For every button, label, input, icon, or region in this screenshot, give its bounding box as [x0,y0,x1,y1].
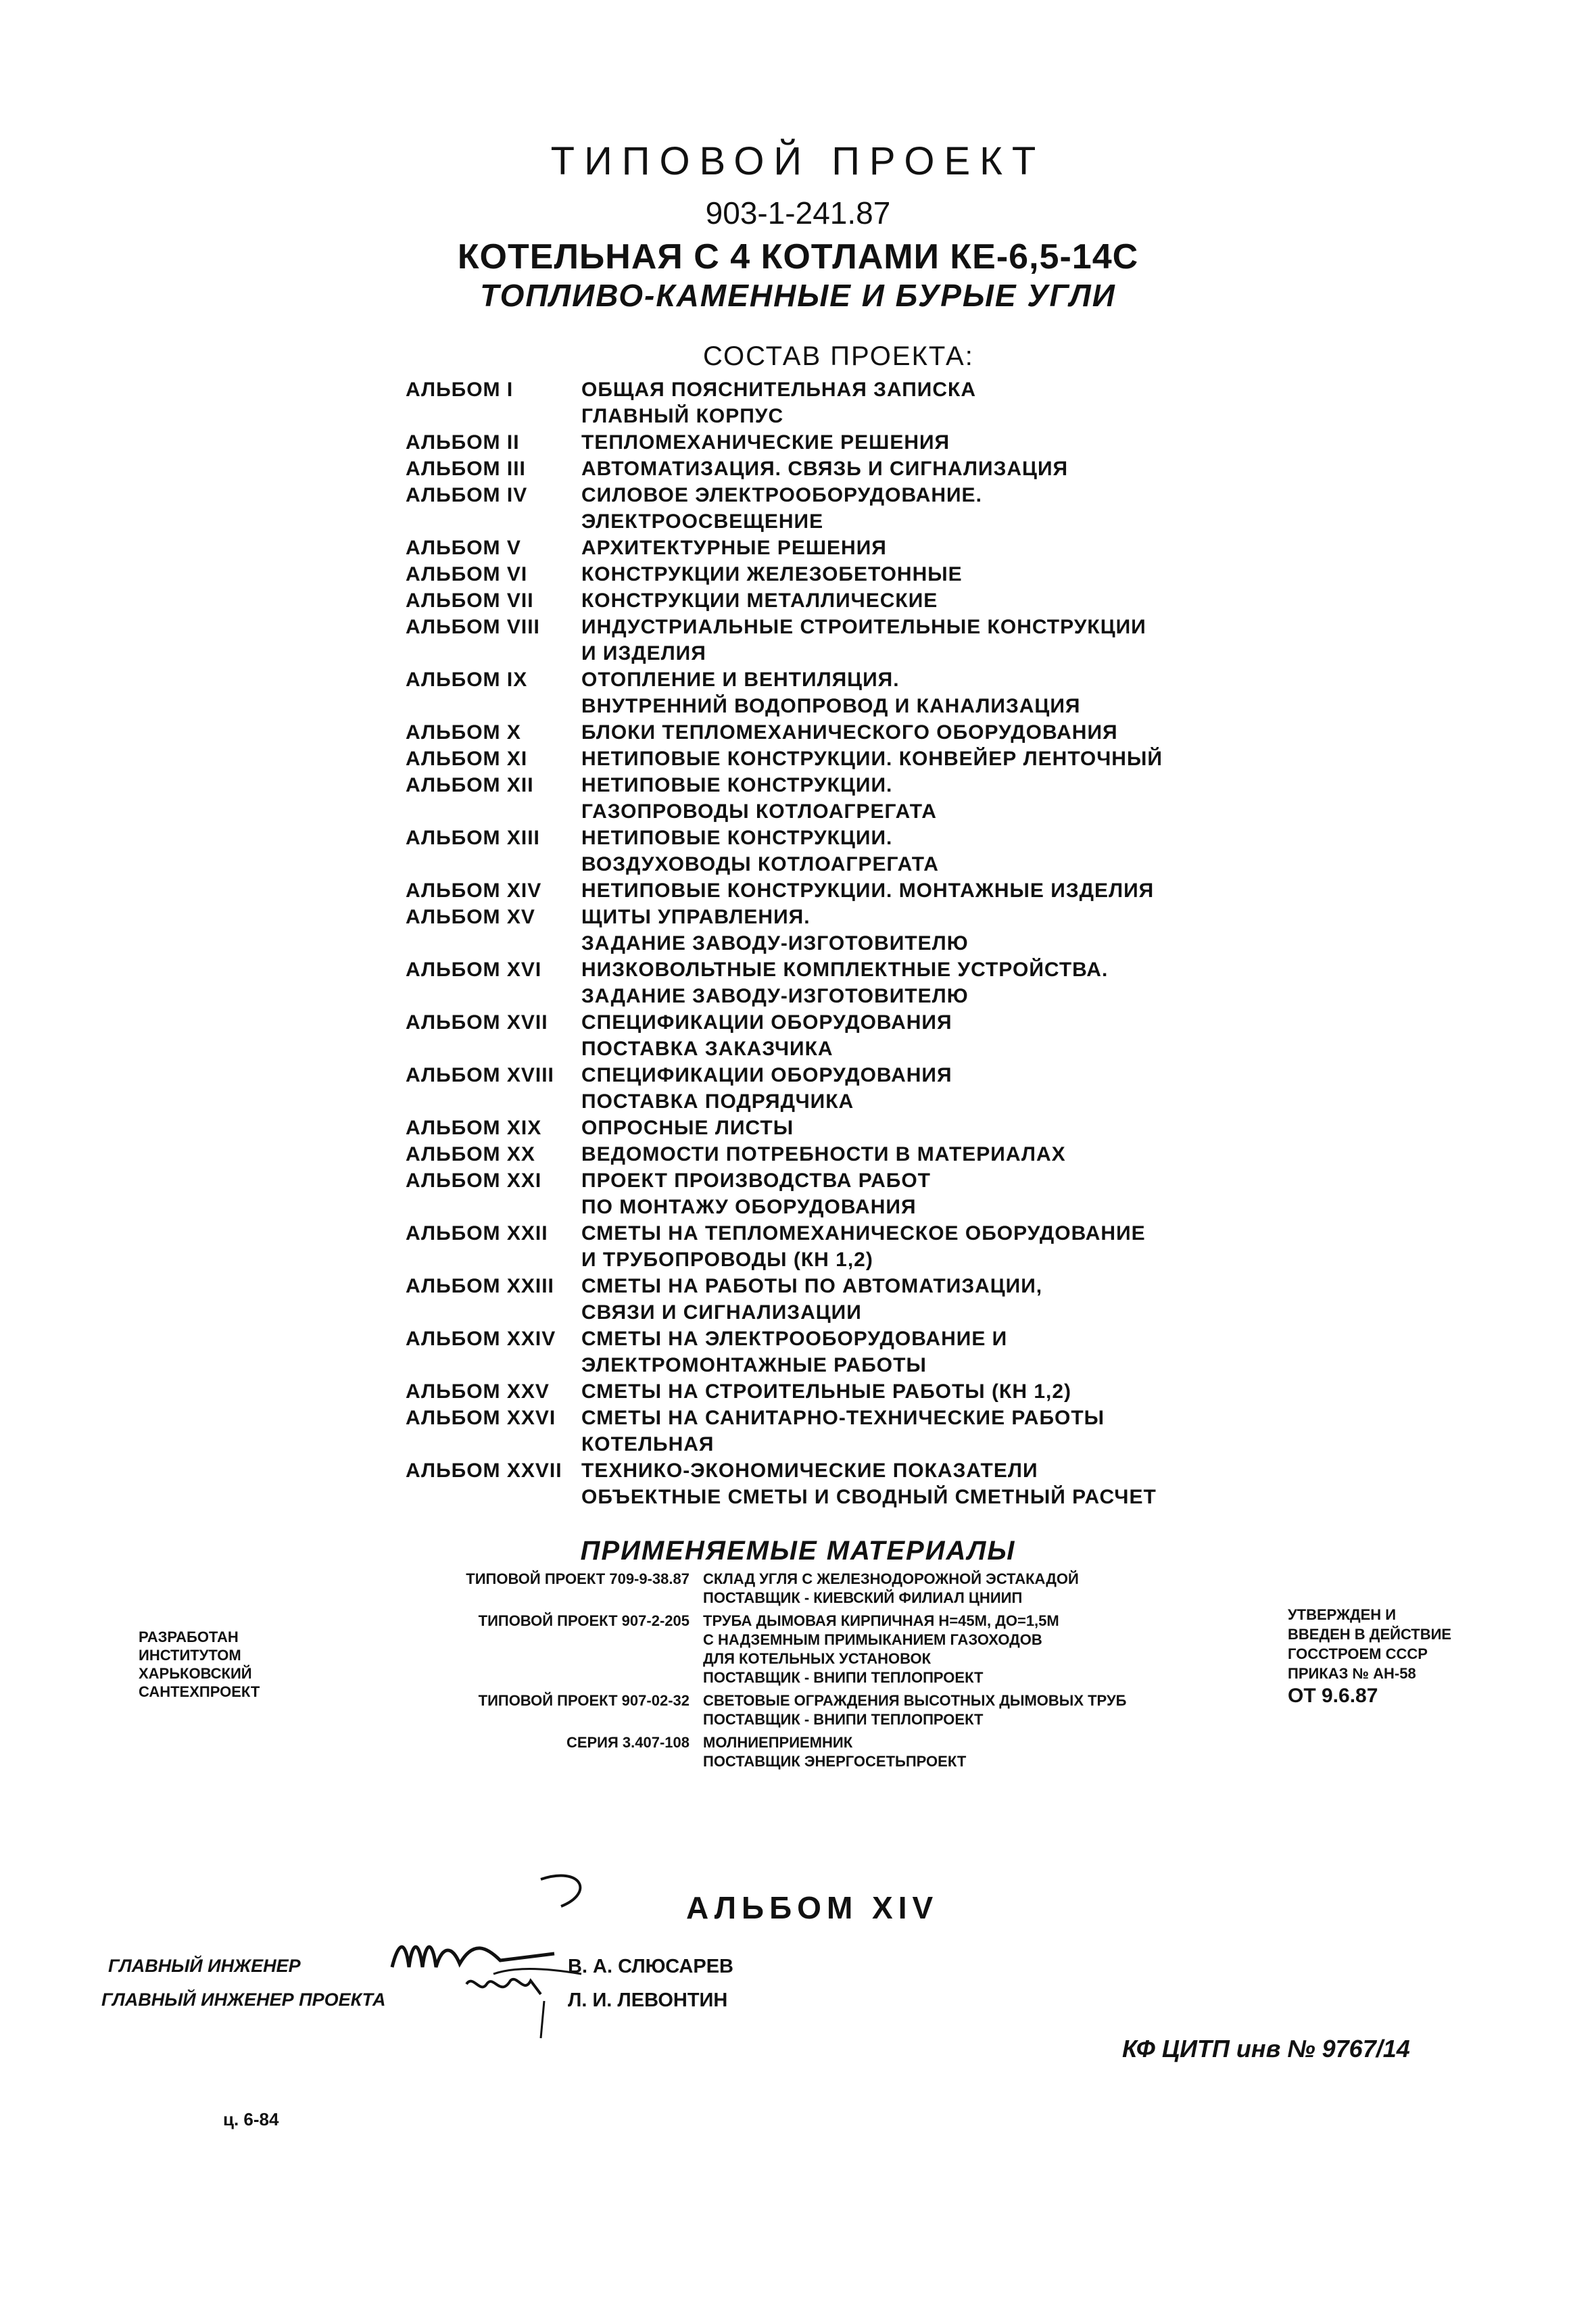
album-label: АЛЬБОМ XIV [406,879,542,902]
album-label: АЛЬБОМ XIII [406,827,540,849]
album-entry [406,746,1278,772]
album-label: АЛЬБОМ XV [406,906,535,928]
album-entry [406,1009,1278,1062]
material-entry [365,1733,1244,1771]
developer-line: САНТЕХПРОЕКТ [139,1683,260,1700]
album-description-line: КОНСТРУКЦИИ ЖЕЛЕЗОБЕТОННЫЕ [581,563,963,585]
inventory-stamp: КФ ЦИТП инв № 9767/14 [1122,2035,1410,2062]
album-description [406,429,1278,456]
album-label: АЛЬБОМ XVIII [406,1064,554,1086]
album-label: АЛЬБОМ XXI [406,1169,542,1192]
album-description-line: СМЕТЫ НА ТЕПЛОМЕХАНИЧЕСКОЕ ОБОРУДОВАНИЕ [581,1222,1146,1245]
album-description-line: ТЕПЛОМЕХАНИЧЕСКИЕ РЕШЕНИЯ [581,431,950,454]
album-description [406,719,1278,746]
material-description-line: ПОСТАВЩИК - КИЕВСКИЙ ФИЛИАЛ ЦНИИП [703,1589,1023,1606]
project-number: 903-1-241.87 [705,195,891,231]
album-description-line: НЕТИПОВЫЕ КОНСТРУКЦИИ. МОНТАЖНЫЕ ИЗДЕЛИЯ [581,879,1155,902]
album-description-line: ОБЪЕКТНЫЕ СМЕТЫ И СВОДНЫЙ СМЕТНЫЙ РАСЧЕТ [581,1486,1157,1508]
materials-list [365,1570,1244,1775]
album-description [406,772,1278,825]
album-description [406,482,1278,535]
album-label: АЛЬБОМ VIII [406,616,540,638]
album-entry [406,772,1278,825]
album-label: АЛЬБОМ XX [406,1143,535,1165]
chief-project-engineer-label: ГЛАВНЫЙ ИНЖЕНЕР ПРОЕКТА [101,1989,386,2010]
chief-engineer-label: ГЛАВНЫЙ ИНЖЕНЕР [108,1956,301,1976]
approval-lines [1288,1605,1451,1683]
album-entry [406,482,1278,535]
album-description-line: СМЕТЫ НА РАБОТЫ ПО АВТОМАТИЗАЦИИ, [581,1275,1043,1297]
album-description-line: ОБЩАЯ ПОЯСНИТЕЛЬНАЯ ЗАПИСКА [581,379,976,401]
album-label: АЛЬБОМ XVII [406,1011,548,1034]
album-description-line: ВОЗДУХОВОДЫ КОТЛОАГРЕГАТА [581,853,939,875]
project-type-title: ТИПОВОЙ ПРОЕКТ [550,139,1046,183]
album-description-line: ИНДУСТРИАЛЬНЫЕ СТРОИТЕЛЬНЫЕ КОНСТРУКЦИИ [581,616,1146,638]
album-entry [406,877,1278,904]
album-label: АЛЬБОМ VI [406,563,528,585]
album-label: АЛЬБОМ XXII [406,1222,548,1245]
material-entry [365,1691,1244,1729]
album-entry [406,1167,1278,1220]
album-list [406,377,1278,1510]
material-reference: СЕРИЯ 3.407-108 [566,1734,690,1751]
album-entry [406,1431,1278,1457]
album-description-line: БЛОКИ ТЕПЛОМЕХАНИЧЕСКОГО ОБОРУДОВАНИЯ [581,721,1118,744]
album-entry [406,561,1278,587]
album-label: АЛЬБОМ XII [406,774,534,796]
material-description-line: ТРУБА ДЫМОВАЯ КИРПИЧНАЯ Н=45М, ДО=1,5М [703,1612,1059,1629]
album-label: АЛЬБОМ IV [406,484,528,506]
album-entry [406,1062,1278,1115]
material-reference: ТИПОВОЙ ПРОЕКТ 907-02-32 [478,1692,690,1709]
album-label: АЛЬБОМ XXIV [406,1328,556,1350]
developer-block [139,1628,260,1701]
developer-line: ИНСТИТУТОМ [139,1647,241,1664]
album-entry [406,825,1278,877]
album-entry [406,1273,1278,1326]
album-description-line: КОТЕЛЬНАЯ [581,1433,715,1455]
album-entry [406,1326,1278,1378]
album-description [406,403,1278,429]
album-label: АЛЬБОМ XXIII [406,1275,554,1297]
approval-line: УТВЕРЖДЕН И [1288,1606,1397,1623]
approval-date: ОТ 9.6.87 [1288,1685,1378,1707]
album-description [406,377,1278,403]
album-description [406,561,1278,587]
material-entry [365,1570,1244,1608]
album-description-line: ЩИТЫ УПРАВЛЕНИЯ. [581,906,811,928]
album-entry [406,1378,1278,1405]
album-label: АЛЬБОМ II [406,431,520,454]
album-entry [406,535,1278,561]
album-description-line: СВЯЗИ И СИГНАЛИЗАЦИИ [581,1301,862,1324]
album-description-line: ПОСТАВКА ПОДРЯДЧИКА [581,1090,854,1113]
material-entry [365,1612,1244,1687]
album-description-line: И ИЗДЕЛИЯ [581,642,706,665]
album-entry [406,377,1278,403]
material-description-line: ПОСТАВЩИК - ВНИПИ ТЕПЛОПРОЕКТ [703,1669,984,1686]
album-description-line: ОПРОСНЫЕ ЛИСТЫ [581,1117,794,1139]
album-label: АЛЬБОМ V [406,537,521,559]
material-description-line: МОЛНИЕПРИЕМНИК [703,1734,853,1751]
album-description-line: СМЕТЫ НА ЭЛЕКТРООБОРУДОВАНИЕ И [581,1328,1008,1350]
album-entry [406,1115,1278,1141]
album-label: АЛЬБОМ XXV [406,1380,550,1403]
album-entry [406,904,1278,957]
developer-line: ХАРЬКОВСКИЙ [139,1665,252,1682]
album-description-line: НЕТИПОВЫЕ КОНСТРУКЦИИ. [581,774,893,796]
album-title: АЛЬБОМ XIV [686,1890,939,1925]
album-entry [406,1405,1278,1431]
album-description-line: ВЕДОМОСТИ ПОТРЕБНОСТИ В МАТЕРИАЛАХ [581,1143,1066,1165]
album-description-line: СИЛОВОЕ ЭЛЕКТРООБОРУДОВАНИЕ. [581,484,982,506]
album-description [406,456,1278,482]
album-description-line: ЗАДАНИЕ ЗАВОДУ-ИЗГОТОВИТЕЛЮ [581,932,969,955]
album-entry [406,667,1278,719]
album-description-line: И ТРУБОПРОВОДЫ (КН 1,2) [581,1249,873,1271]
chief-engineer-name: В. А. СЛЮСАРЕВ [568,1956,733,1977]
album-description-line: НЕТИПОВЫЕ КОНСТРУКЦИИ. [581,827,893,849]
project-name: КОТЕЛЬНАЯ С 4 КОТЛАМИ КЕ-6,5-14С [457,237,1139,276]
material-description-line: С НАДЗЕМНЫМ ПРИМЫКАНИЕМ ГАЗОХОДОВ [703,1631,1042,1648]
material-description-line: ДЛЯ КОТЕЛЬНЫХ УСТАНОВОК [703,1650,931,1667]
developer-line: РАЗРАБОТАН [139,1629,239,1645]
footnote: ц. 6-84 [223,2109,279,2129]
approval-line: ВВЕДЕН В ДЕЙСТВИЕ [1288,1626,1452,1643]
album-description [406,1431,1278,1457]
album-entry [406,1220,1278,1273]
album-label: АЛЬБОМ I [406,379,514,401]
album-description-line: ЭЛЕКТРОМОНТАЖНЫЕ РАБОТЫ [581,1354,927,1376]
approval-line: ПРИКАЗ № АН-58 [1288,1665,1416,1682]
fuel-type: ТОПЛИВО-КАМЕННЫЕ И БУРЫЕ УГЛИ [480,278,1116,313]
album-label: АЛЬБОМ III [406,458,526,480]
album-label: АЛЬБОМ X [406,721,521,744]
material-reference: ТИПОВОЙ ПРОЕКТ 907-2-205 [478,1612,690,1629]
album-description-line: СМЕТЫ НА САНИТАРНО-ТЕХНИЧЕСКИЕ РАБОТЫ [581,1407,1105,1429]
album-description-line: ЗАДАНИЕ ЗАВОДУ-ИЗГОТОВИТЕЛЮ [581,985,969,1007]
album-label: АЛЬБОМ XXVI [406,1407,556,1429]
album-description [406,904,1278,957]
album-description-line: ПРОЕКТ ПРОИЗВОДСТВА РАБОТ [581,1169,932,1192]
album-description [406,535,1278,561]
album-entry [406,1457,1278,1510]
material-description-line: ПОСТАВЩИК ЭНЕРГОСЕТЬПРОЕКТ [703,1753,967,1770]
album-description [406,1141,1278,1167]
material-description-line: СВЕТОВЫЕ ОГРАЖДЕНИЯ ВЫСОТНЫХ ДЫМОВЫХ ТРУБ [703,1692,1127,1709]
album-description-line: ПО МОНТАЖУ ОБОРУДОВАНИЯ [581,1196,917,1218]
album-description-line: ПОСТАВКА ЗАКАЗЧИКА [581,1038,833,1060]
material-description-line: СКЛАД УГЛЯ С ЖЕЛЕЗНОДОРОЖНОЙ ЭСТАКАДОЙ [703,1570,1079,1587]
approval-block [1288,1605,1451,1709]
material-reference: ТИПОВОЙ ПРОЕКТ 709-9-38.87 [466,1570,690,1587]
album-description-line: ЭЛЕКТРООСВЕЩЕНИЕ [581,510,824,533]
album-label: АЛЬБОМ VII [406,589,534,612]
album-description-line: НЕТИПОВЫЕ КОНСТРУКЦИИ. КОНВЕЙЕР ЛЕНТОЧНЫЙ [581,748,1163,770]
album-entry [406,403,1278,429]
chief-project-engineer-name: Л. И. ЛЕВОНТИН [568,1989,728,2011]
composition-heading: СОСТАВ ПРОЕКТА: [703,341,974,371]
album-description-line: КОНСТРУКЦИИ МЕТАЛЛИЧЕСКИЕ [581,589,938,612]
album-description-line: СПЕЦИФИКАЦИИ ОБОРУДОВАНИЯ [581,1011,952,1034]
album-description [406,667,1278,719]
album-description-line: ГАЗОПРОВОДЫ КОТЛОАГРЕГАТА [581,800,937,823]
album-entry [406,614,1278,667]
album-label: АЛЬБОМ IX [406,669,528,691]
materials-heading: ПРИМЕНЯЕМЫЕ МАТЕРИАЛЫ [580,1536,1016,1566]
album-description-line: АРХИТЕКТУРНЫЕ РЕШЕНИЯ [581,537,887,559]
album-label: АЛЬБОМ XXVII [406,1459,562,1482]
album-description-line: ОТОПЛЕНИЕ И ВЕНТИЛЯЦИЯ. [581,669,900,691]
album-description-line: ГЛАВНЫЙ КОРПУС [581,405,784,427]
album-entry [406,456,1278,482]
album-entry [406,587,1278,614]
album-label: АЛЬБОМ XI [406,748,528,770]
album-description-line: АВТОМАТИЗАЦИЯ. СВЯЗЬ И СИГНАЛИЗАЦИЯ [581,458,1069,480]
album-description-line: СПЕЦИФИКАЦИИ ОБОРУДОВАНИЯ [581,1064,952,1086]
album-description-line: ВНУТРЕННИЙ ВОДОПРОВОД И КАНАЛИЗАЦИЯ [581,695,1081,717]
album-description [406,746,1278,772]
material-description-line: ПОСТАВЩИК - ВНИПИ ТЕПЛОПРОЕКТ [703,1711,984,1728]
album-description-line: НИЗКОВОЛЬТНЫЕ КОМПЛЕКТНЫЕ УСТРОЙСТВА. [581,959,1109,981]
album-entry [406,1141,1278,1167]
album-entry [406,957,1278,1009]
album-entry [406,429,1278,456]
album-label: АЛЬБОМ XIX [406,1117,542,1139]
album-description [406,587,1278,614]
album-description-line: ТЕХНИКО-ЭКОНОМИЧЕСКИЕ ПОКАЗАТЕЛИ [581,1459,1038,1482]
album-entry [406,719,1278,746]
handwritten-signatures [379,1866,784,2042]
album-label: АЛЬБОМ XVI [406,959,542,981]
approval-line: ГОССТРОЕМ СССР [1288,1645,1428,1662]
album-description-line: СМЕТЫ НА СТРОИТЕЛЬНЫЕ РАБОТЫ (КН 1,2) [581,1380,1072,1403]
